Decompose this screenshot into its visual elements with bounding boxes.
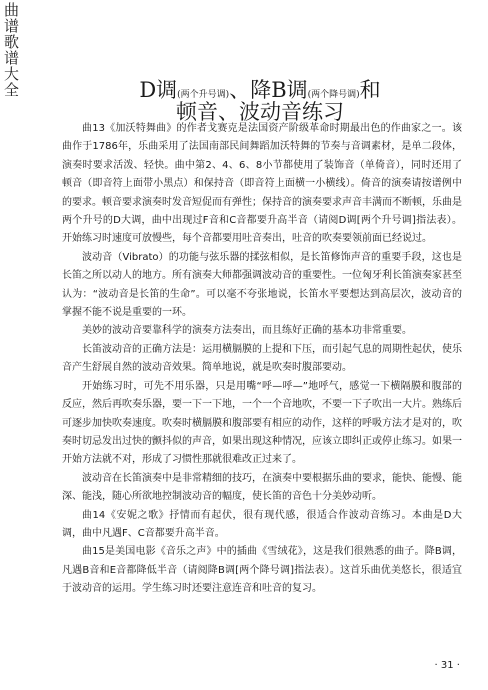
paragraph: 曲15是美国电影《音乐之声》中的插曲《雪绒花》，这是我们很熟悉的曲子。降B调，凡遇B音和E音都降低半音（请阅降B调[两个降号调]指法表）。这首乐曲优美悠长，很适宜于波动音的运用。学生练习时还要注意连音和吐音的复习。 — [62, 546, 462, 595]
paragraph: 曲13《加沃特舞曲》的作者戈赛克是法国资产阶级革命时期最出色的作曲家之一。该曲作于1786年，乐曲采用了法国南部民间舞蹈加沃特舞的节奏与音调素材，是单二段体，演奏时要求活泼、轻快。曲中第2、4、6、8小节都使用了装饰音（单倚音），同时还用了顿音（即音符上面带小黑点）和保持音（即音符上面横一小横线）。倚音的演奏请按谱例中的要求。顿音要求演奏时发音短促而有弹性；保持音的演奏要求声音丰满而不断顿，乐曲是两个升号的D大调，曲中出现过F音和C音都要升高半音（请阅D调[两个升号调]指法表）。开始练习时速度可放慢些，每个音都要用吐音奏出，吐音的吹奏要领前面已经说过。 — [62, 123, 462, 245]
title-part-and: 和 — [359, 78, 381, 102]
paragraph: 长笛波动音的正确方法是：运用横膈膜的上提和下压，而引起气息的周期性起伏，使乐音产生舒展自然的波动音效果。简单地说，就是吹奏时腹部要动。 — [62, 343, 462, 374]
title-note-sharps: (两个升号调) — [177, 90, 230, 100]
page-title-line2: 顿音、波动音练习 — [176, 100, 344, 124]
paragraph: 曲14《安妮之歌》抒情而有起伏，很有现代感，很适合作波动音练习。本曲是D大调，曲中凡遇F、C音都要升高半音。 — [62, 509, 462, 539]
body-text — [62, 120, 462, 599]
paragraph: 波动音（Vibrato）的功能与弦乐器的揉弦相似，是长笛修饰声音的重要手段，这也是长笛之所以动人的地方。所有演奏大师都强调波动音的重要性。一位匈牙利长笛演奏家甚至认为：“波动音是长笛的生命”。可以毫不夸张地说，长笛水平要想达到高层次，波动音的掌握不能不说是重要的一环。 — [62, 251, 462, 319]
watermark-label: 曲谱歌谱大全 — [2, 2, 20, 98]
paragraph: 波动音在长笛演奏中是非常精细的技巧，在演奏中要根据乐曲的要求，能快、能慢、能深、能浅，随心所欲地控制波动音的幅度，使长笛的音色十分美妙动听。 — [62, 472, 462, 503]
title-note-flats: (两个降号调) — [307, 90, 360, 100]
paragraph: 开始练习时，可先不用乐器，只是用嘴“呼—呼—”地呼气，感觉一下横隔膜和腹部的反应，然后再吹奏乐器，要一下一下地，一个一个音地吹，不要一下子吹出一大片。熟练后可逐步加快吹奏速度。吹奏时横膈膜和腹部要有相应的动作，这样的呼吸方法才是对的，吹奏时切忌发出过快的颤抖似的声音，如果出现这种情况，应该立即纠正或停止练习。如果一开始方法就不对，形成了习惯性那就很难改正过来了。 — [62, 380, 462, 466]
paragraph: 美妙的波动音要靠科学的演奏方法奏出，而且练好正确的基本功非常重要。 — [82, 325, 412, 337]
title-part-d-key: D调 — [139, 78, 178, 102]
title-part-bflat-key: 、降B调 — [229, 78, 308, 102]
page-number: · 31 · — [434, 660, 460, 671]
